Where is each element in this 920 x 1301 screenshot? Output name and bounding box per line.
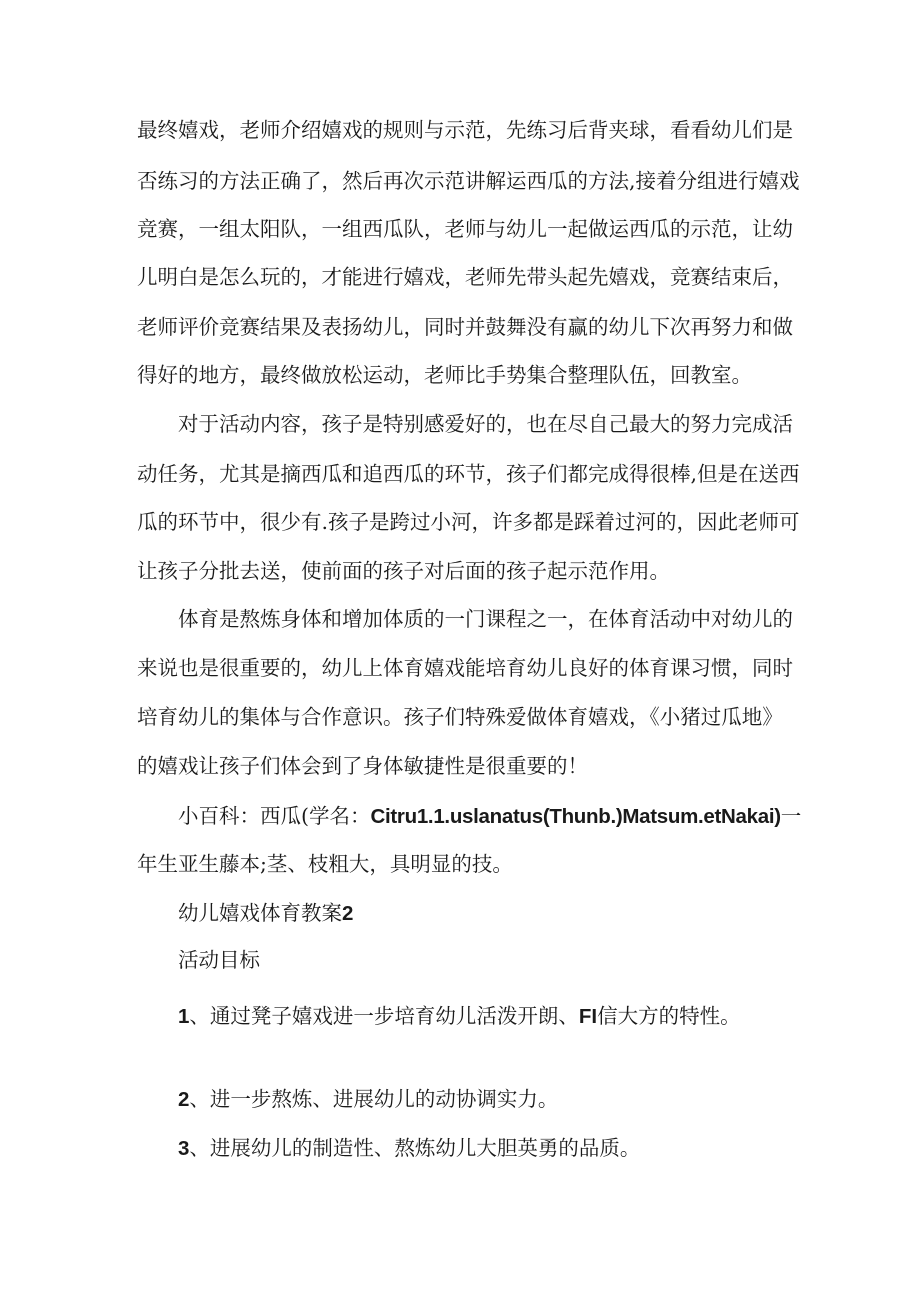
goal-item-3	[178, 1134, 640, 1162]
lesson-title-number: 2	[342, 902, 354, 925]
encyclopedia-line-1	[178, 802, 801, 830]
paragraph-1-line-3: 竞赛，一组太阳队，一组西瓜队，老师与幼儿一起做运西瓜的示范，让幼	[137, 217, 793, 241]
goal-number: 3	[178, 1137, 190, 1160]
paragraph-3-line-3: 培育幼儿的集体与合作意识。孩子们特殊爱做体育嬉戏，《小猪过瓜地》	[137, 705, 783, 729]
paragraph-1-line-4: 儿明白是怎么玩的，才能进行嬉戏，老师先带头起先嬉戏，竞赛结束后，	[137, 265, 793, 289]
paragraph-2-line-2: 动任务，尤其是摘西瓜和追西瓜的环节，孩子们都完成得很棒,但是在送西	[137, 462, 800, 486]
goal-text: 、进一步熬炼、进展幼儿的动协调实力。	[189, 1087, 559, 1111]
goal-text: 、通过凳子嬉戏进一步培育幼儿活泼开朗、	[189, 1004, 579, 1028]
paragraph-2-line-4: 让孩子分批去送，使前面的孩子对后面的孩子起示范作用。	[137, 559, 670, 583]
goal-mark: FI	[578, 1005, 598, 1028]
goal-item-2	[178, 1085, 558, 1113]
lesson-title-text: 幼儿嬉戏体育教案	[178, 901, 342, 925]
paragraph-1-line-6: 得好的地方，最终做放松运动，老师比手势集合整理队伍，回教室。	[137, 363, 752, 387]
encyclopedia-suffix: 一	[780, 804, 802, 828]
section-heading-goals: 活动目标	[178, 948, 260, 972]
goal-text-continued: 信大方的特性。	[597, 1004, 741, 1028]
encyclopedia-prefix: 小百科：西瓜(学名：	[178, 804, 371, 828]
paragraph-2-line-3: 瓜的环节中，很少有.孩子是跨过小河，许多都是踩着过河的，因此老师可	[137, 510, 800, 534]
paragraph-1-line-5: 老师评价竞赛结果及表扬幼儿，同时并鼓舞没有赢的幼儿下次再努力和做	[137, 315, 793, 339]
paragraph-3-line-2: 来说也是很重要的，幼儿上体育嬉戏能培育幼儿良好的体育课习惯，同时	[137, 656, 793, 680]
paragraph-3-line-4: 的嬉戏让孩子们体会到了身体敏捷性是很重要的！	[137, 754, 588, 778]
paragraph-1-line-2: 否练习的方法正确了，然后再次示范讲解运西瓜的方法,接着分组进行嬉戏	[137, 169, 800, 193]
goal-item-1	[178, 1002, 741, 1030]
goal-number: 1	[178, 1005, 190, 1028]
paragraph-3-line-1: 体育是熬炼身体和增加体质的一门课程之一，在体育活动中对幼儿的	[178, 607, 793, 631]
scientific-name: Citru1.1.uslanatus(Thunb.)Matsum.etNakai)	[370, 805, 781, 828]
paragraph-2-line-1: 对于活动内容，孩子是特别感爱好的，也在尽自己最大的努力完成活	[178, 412, 793, 436]
goal-text: 、进展幼儿的制造性、熬炼幼儿大胆英勇的品质。	[189, 1136, 641, 1160]
paragraph-1-line-1: 最终嬉戏，老师介绍嬉戏的规则与示范，先练习后背夹球，看看幼儿们是	[137, 118, 793, 142]
encyclopedia-line-2: 年生亚生藤本;茎、枝粗大，具明显的技。	[137, 852, 513, 876]
lesson-title	[178, 899, 353, 927]
goal-number: 2	[178, 1088, 190, 1111]
